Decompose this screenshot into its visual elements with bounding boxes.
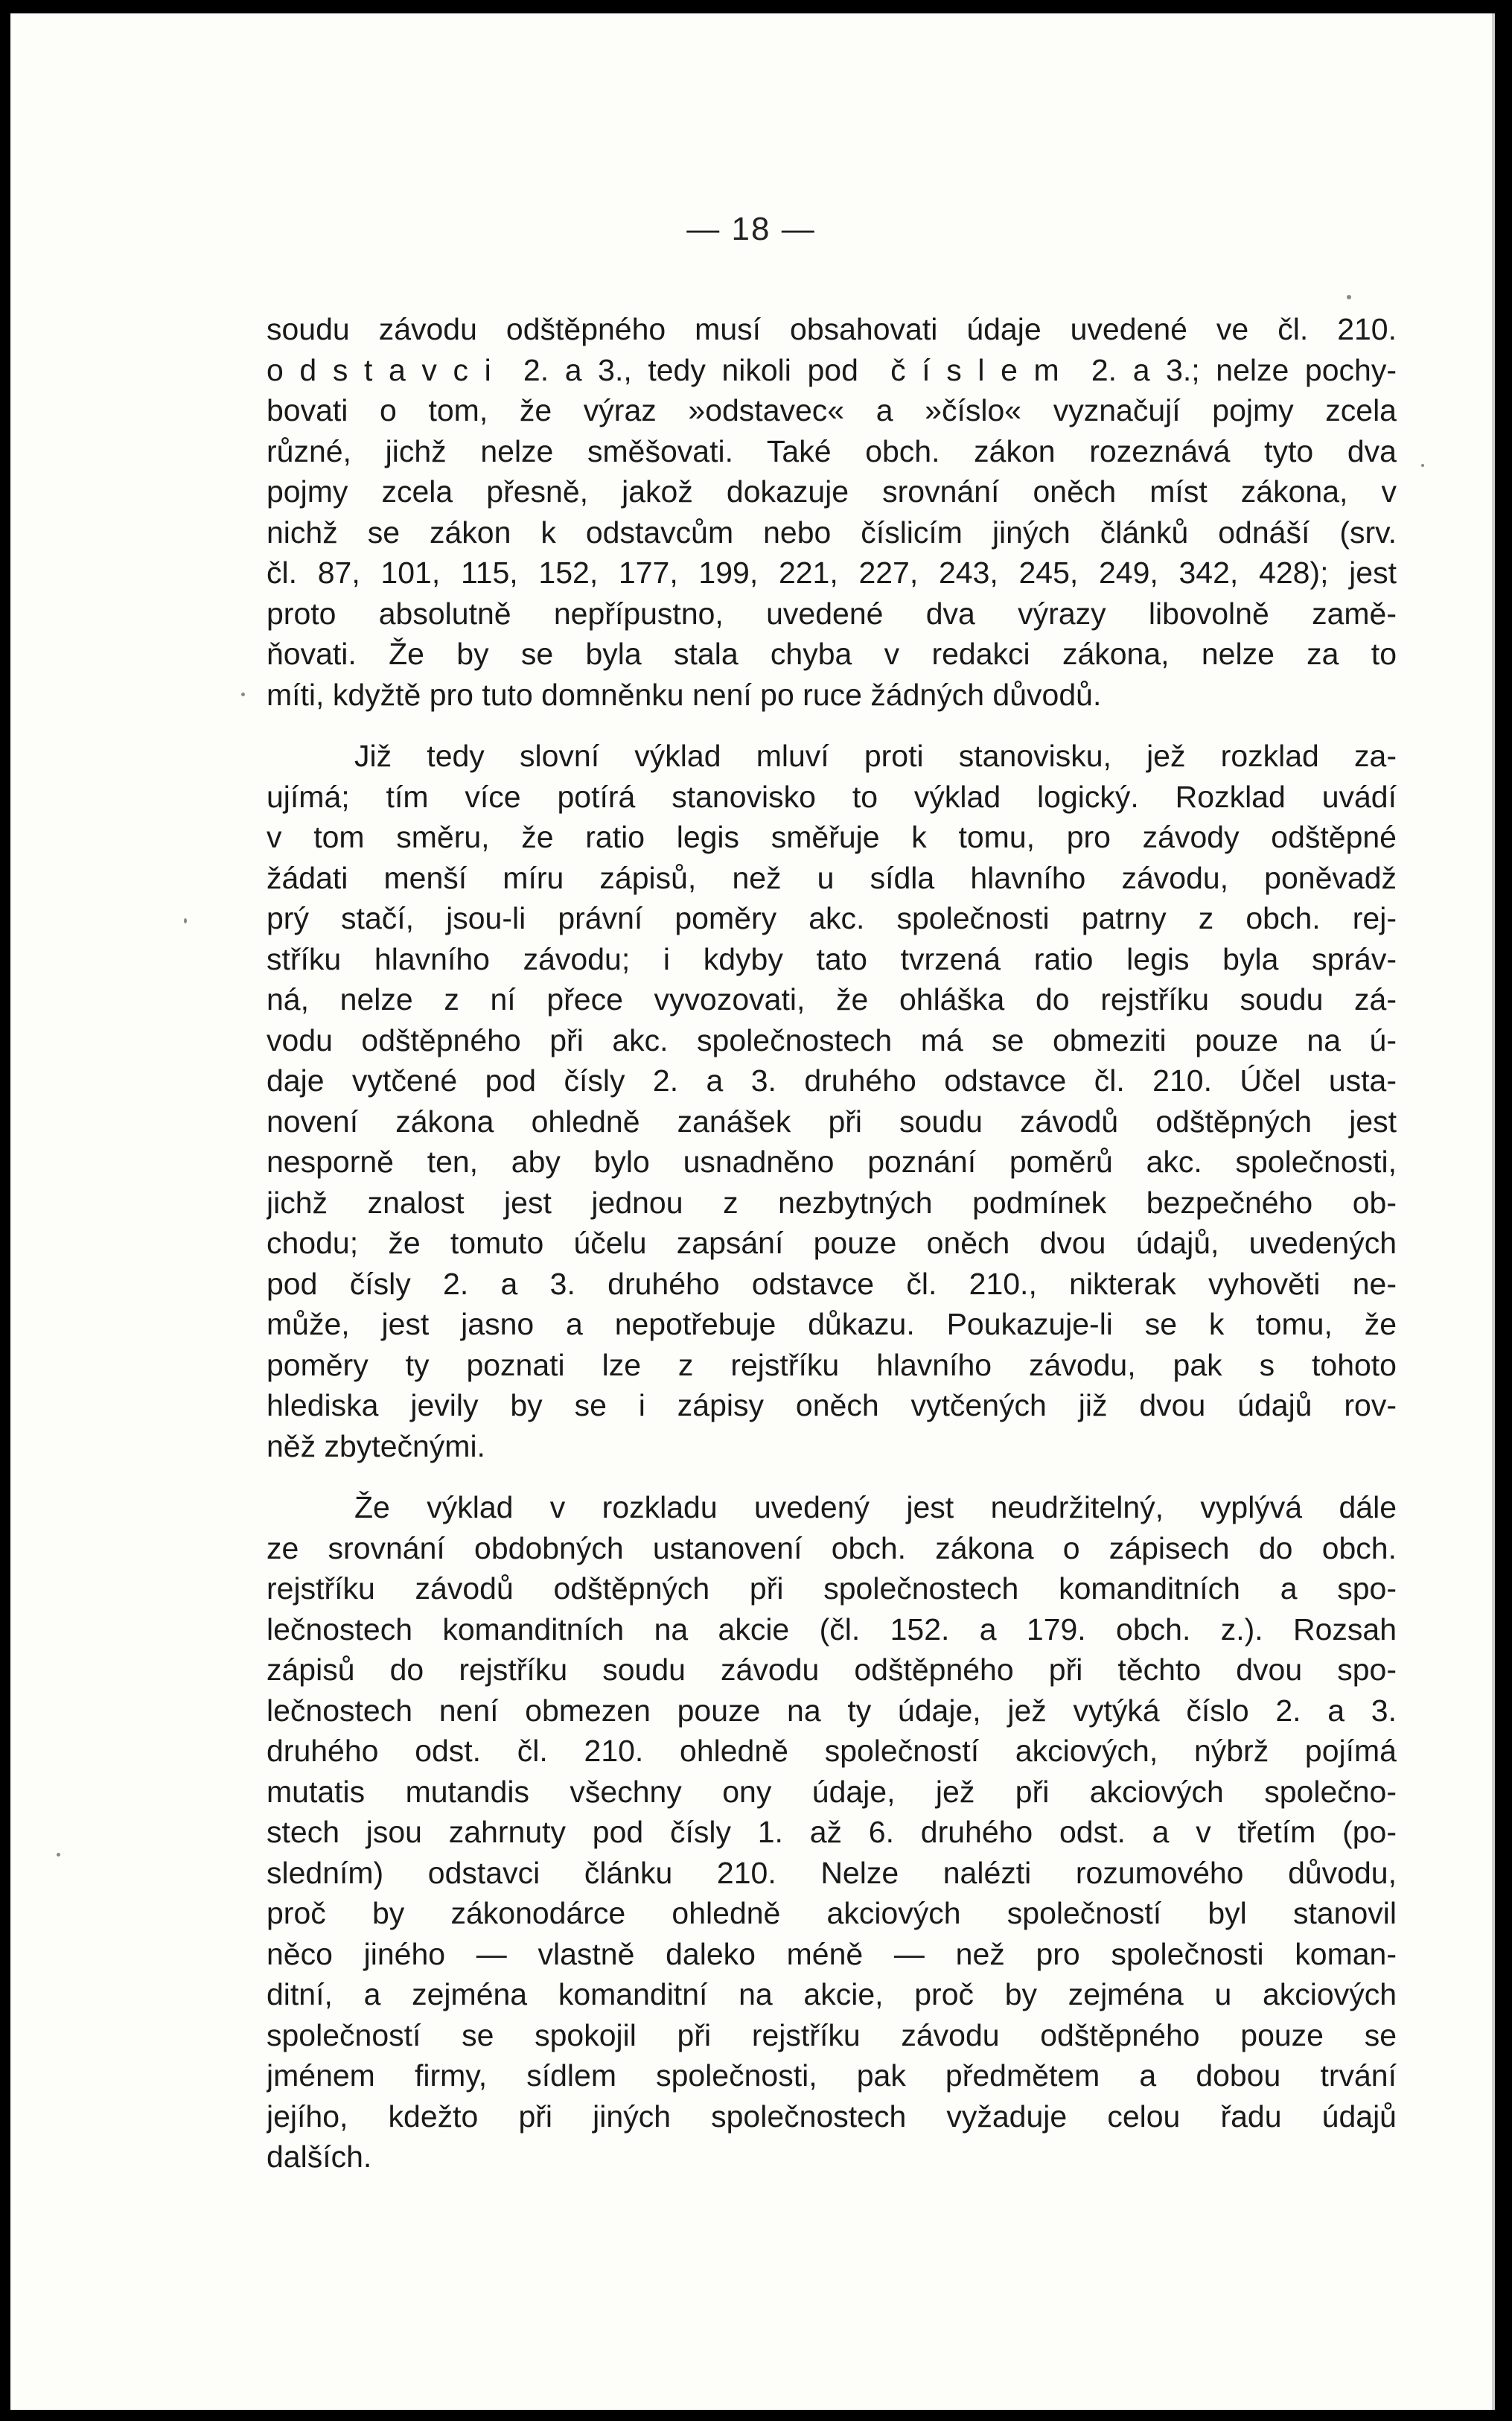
text-line: pojmy zcela přesně, jakož dokazuje srovnání oněch míst zákona, v bbox=[267, 474, 1397, 509]
text-line: daje vytčené pod čísly 2. a 3. druhého odstavce čl. 210. Účel usta- bbox=[267, 1063, 1397, 1098]
text-line: poměry ty poznati lze z rejstříku hlavního závodu, pak s tohoto bbox=[267, 1347, 1397, 1382]
text-line: jichž znalost jest jednou z nezbytných podmínek bezpečného ob- bbox=[267, 1185, 1397, 1220]
text-line: hlediska jevily by se i zápisy oněch vytčených již dvou údajů rov- bbox=[267, 1388, 1397, 1422]
text-line: lečnostech komanditních na akcie (čl. 152. a 179. obch. z.). Rozsah bbox=[267, 1612, 1397, 1647]
page-number: — 18 — bbox=[686, 211, 816, 247]
text-line: prý stačí, jsou-li právní poměry akc. společnosti patrny z obch. rej- bbox=[267, 901, 1397, 935]
text-line: zápisů do rejstříku soudu závodu odštěpného při těchto dvou spo- bbox=[267, 1652, 1397, 1687]
text-line: stech jsou zahrnuty pod čísly 1. až 6. druhého odst. a v třetím (po- bbox=[267, 1815, 1397, 1849]
text-line: novení zákona ohledně zanášek při soudu závodů odštěpných jest bbox=[267, 1104, 1397, 1139]
text-line: různé, jichž nelze směšovati. Také obch. zákon rozeznává tyto dva bbox=[267, 433, 1397, 468]
book-page bbox=[10, 13, 1495, 2410]
text-line: stříku hlavního závodu; i kdyby tato tvrzená ratio legis byla správ- bbox=[267, 941, 1397, 976]
text-line: proč by zákonodárce ohledně akciových společností byl stanovil bbox=[267, 1896, 1397, 1930]
text-line: něž zbytečnými. bbox=[267, 1428, 485, 1463]
text-line: nesporně ten, aby bylo usnadněno poznání poměrů akc. společnosti, bbox=[267, 1145, 1397, 1179]
text-line: ná, nelze z ní přece vyvozovati, že ohláška do rejstříku soudu zá- bbox=[267, 982, 1397, 1017]
text-line: žádati menší míru zápisů, než u sídla hlavního závodu, poněvadž bbox=[267, 860, 1397, 895]
scan-speck bbox=[184, 918, 187, 923]
text-line: pod čísly 2. a 3. druhého odstavce čl. 210., nikterak vyhověti ne- bbox=[267, 1266, 1397, 1301]
text-line: Že výklad v rozkladu uvedený jest neudržitelný, vyplývá dále bbox=[354, 1490, 1397, 1524]
text-line: jejího, kdežto při jiných společnostech vyžaduje celou řadu údajů bbox=[267, 2099, 1397, 2134]
text-line: sledním) odstavci článku 210. Nelze nalézti rozumového důvodu, bbox=[267, 1855, 1397, 1890]
text-line: lečnostech není obmezen pouze na ty údaje, jež vytýká číslo 2. a 3. bbox=[267, 1693, 1397, 1728]
paragraph-1 bbox=[267, 309, 1397, 715]
text-line: jménem firmy, sídlem společnosti, pak předmětem a dobou trvání bbox=[267, 2058, 1397, 2093]
text-line: ňovati. Že by se byla stala chyba v redakci zákona, nelze za to bbox=[267, 637, 1397, 671]
text-line: vodu odštěpného při akc. společnostech má se obmeziti pouze na ú- bbox=[267, 1022, 1397, 1057]
text-line: chodu; že tomuto účelu zapsání pouze oněch dvou údajů, uvedených bbox=[267, 1226, 1397, 1260]
text-line: míti, kdyžtě pro tuto domněnku není po ruce žádných důvodů. bbox=[267, 677, 1102, 712]
paragraph-gap bbox=[267, 1466, 1397, 1487]
paragraph-3 bbox=[267, 1487, 1397, 2177]
text-line: může, jest jasno a nepotřebuje důkazu. Poukazuje-li se k tomu, že bbox=[267, 1307, 1397, 1341]
body-text bbox=[267, 309, 1397, 2177]
text-line: proto absolutně nepřípustno, uvedené dva výrazy libovolně zamě- bbox=[267, 596, 1397, 631]
text-line: něco jiného — vlastně daleko méně — než pro společnosti koman- bbox=[267, 1936, 1397, 1971]
text-line: nichž se zákon k odstavcům nebo číslicím jiných článků odnáší (srv. bbox=[267, 515, 1397, 550]
text-line: ujímá; tím více potírá stanovisko to výklad logický. Rozklad uvádí bbox=[267, 779, 1397, 814]
scan-speck bbox=[1421, 464, 1424, 467]
paragraph-gap bbox=[267, 715, 1397, 736]
text-line: ze srovnání obdobných ustanovení obch. zákona o zápisech do obch. bbox=[267, 1530, 1397, 1565]
text-line: rejstříku závodů odštěpných při společnostech komanditních a spo- bbox=[267, 1571, 1397, 1606]
text-line: o d s t a v c i 2. a 3., tedy nikoli pod č í s l e m 2. a 3.; nelze pochy- bbox=[267, 352, 1397, 387]
scan-speck bbox=[1347, 295, 1351, 299]
text-line: soudu závodu odštěpného musí obsahovati údaje uvedené ve čl. 210. bbox=[267, 312, 1397, 346]
text-line: čl. 87, 101, 115, 152, 177, 199, 221, 227, 243, 245, 249, 342, 428); jest bbox=[267, 556, 1397, 590]
text-line: v tom směru, že ratio legis směřuje k tomu, pro závody odštěpné bbox=[267, 820, 1397, 854]
text-line: druhého odst. čl. 210. ohledně společností akciových, nýbrž pojímá bbox=[267, 1734, 1397, 1768]
text-line: společností se spokojil při rejstříku závodu odštěpného pouze se bbox=[267, 2017, 1397, 2052]
text-line: mutatis mutandis všechny ony údaje, jež při akciových společno- bbox=[267, 1774, 1397, 1809]
text-line: Již tedy slovní výklad mluví proti stanovisku, jež rozklad za- bbox=[354, 739, 1397, 773]
text-line: dalších. bbox=[267, 2140, 372, 2174]
paragraph-2 bbox=[267, 736, 1397, 1466]
text-line: bovati o tom, že výraz »odstavec« a »číslo« vyznačují pojmy zcela bbox=[267, 393, 1397, 427]
text-line: ditní, a zejména komanditní na akcie, proč by zejména u akciových bbox=[267, 1977, 1397, 2011]
scan-speck bbox=[57, 1853, 60, 1857]
scan-speck bbox=[241, 693, 245, 696]
